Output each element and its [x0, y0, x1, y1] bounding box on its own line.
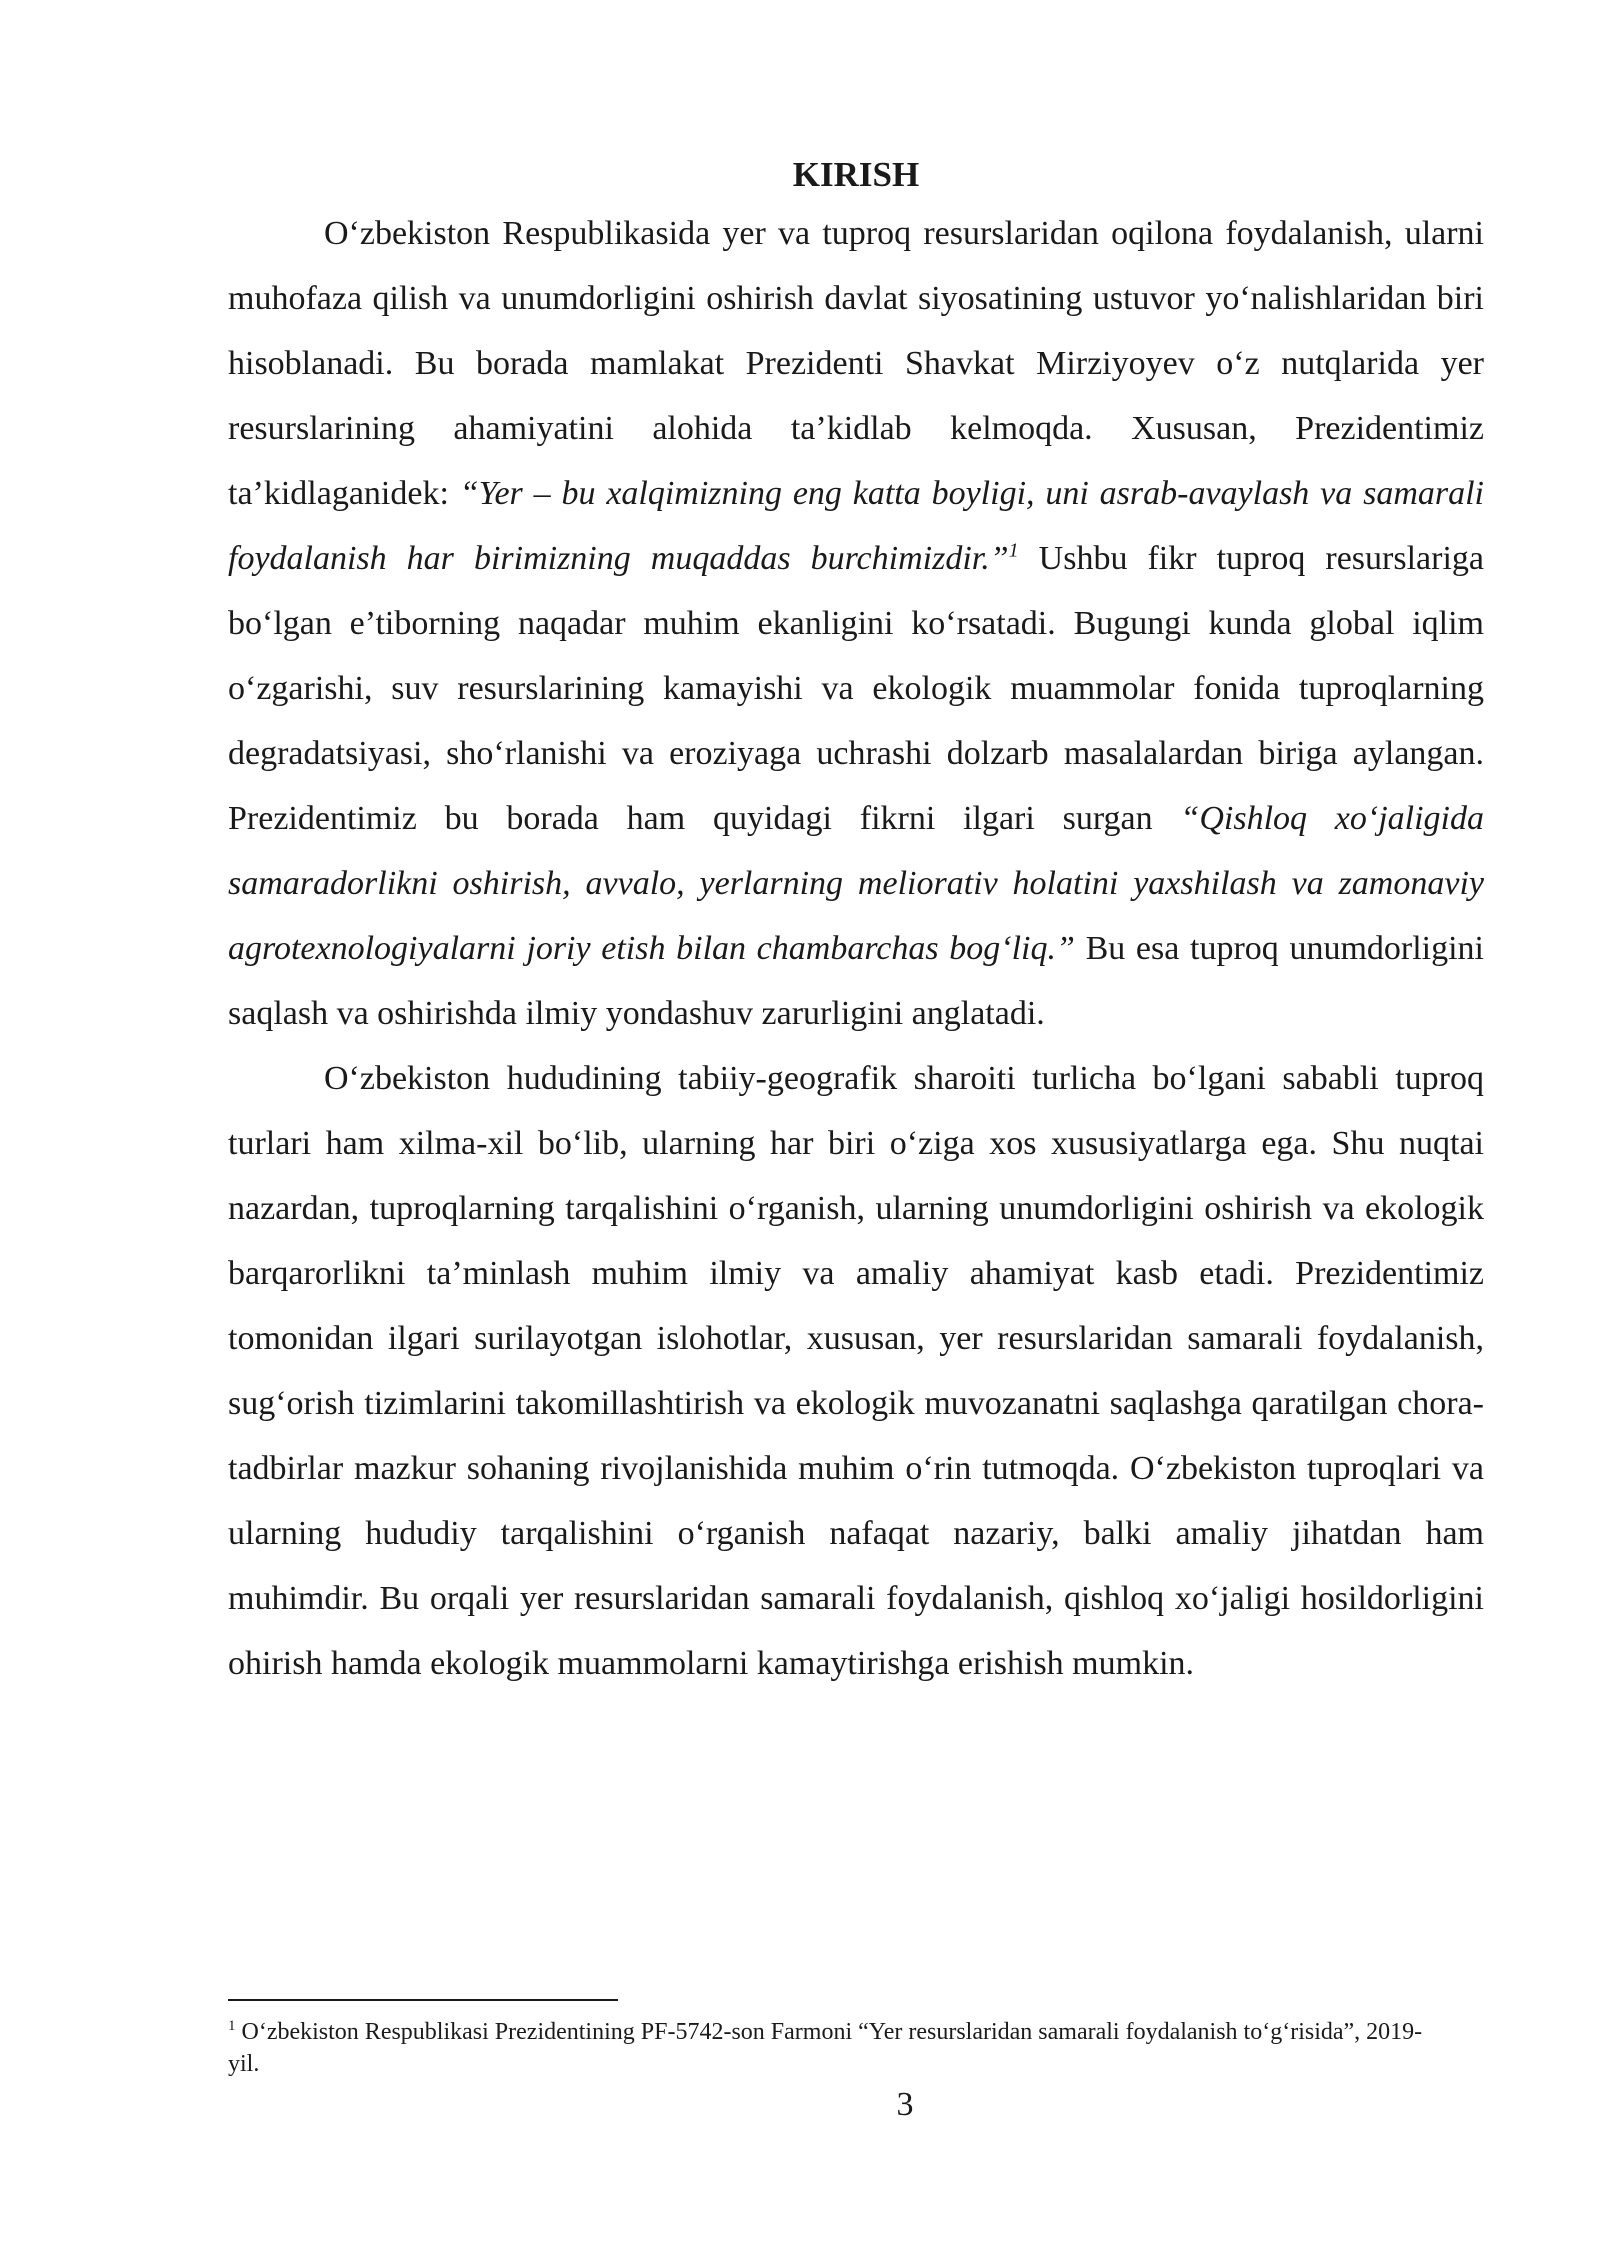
section-heading: KIRISH: [792, 155, 920, 194]
footnote-marker: 1: [228, 2018, 236, 2034]
paragraph-1-text-c: Bu esa tuproq unumdorligini saqlash va oshirishda ilmiy yondashuv zarurligini anglatadi.: [228, 930, 1484, 1032]
paragraph-1-text-a: O‘zbekiston Respublikasida yer va tuproq resurslaridan oqilona foydalanish, ularni muhofaza qilish va unumdorligini oshirish davlat siyosatining ustuvor yo‘nalishlaridan biri hisoblanadi. Bu borada mamlakat Prezidenti Shavkat Mirziyoyev o‘z nutqlarida yer resurslarining ahamiyatini alohida ta’kidlab kelmoqda. Xususan, Prezidentimiz ta’kidlaganidek:: [228, 215, 1484, 512]
footnote-reference: 1: [1008, 539, 1019, 562]
president-quote-2: “Qishloq xo‘jaligida samaradorlikni oshirish, avvalo, yerlarning meliorativ holatini yaxshilash va zamonaviy agrotexnologiyalarni joriy etish bilan chambarchas bog‘liq.”: [228, 800, 1484, 967]
footnote: [228, 2016, 1428, 2080]
page-number: 3: [896, 2086, 914, 2123]
footnote-separator: [228, 1999, 618, 2001]
paragraph-1-text-b: Ushbu fikr tuproq resurslariga bo‘lgan e’tiborning naqadar muhim ekanligini ko‘rsatadi. Bugungi kunda global iqlim o‘zgarishi, suv resurslarining kamayishi va ekologik muammolar fonida tuproqlarning degradatsiyasi, sho‘rlanishi va eroziyaga uchrashi dolzarb masalalardan biriga aylangan. Prezidentimiz bu borada ham quyidagi fikrni ilgari surgan: [228, 540, 1484, 837]
paragraph-2: O‘zbekiston hududining tabiiy-geografik sharoiti turlicha bo‘lgani sababli tuproq turlari ham xilma-xil bo‘lib, ularning har biri o‘ziga xos xususiyatlarga ega. Shu nuqtai nazardan, tuproqlarning tarqalishini o‘rganish, ularning unumdorligini oshirish va ekologik barqarorlikni ta’minlash muhim ilmiy va amaliy ahamiyat kasb etadi. Prezidentimiz tomonidan ilgari surilayotgan islohotlar, xususan, yer resurslaridan samarali foydalanish, sug‘orish tizimlarini takomillashtirish va ekologik muvozanatni saqlashga qaratilgan chora-tadbirlar mazkur sohaning rivojlanishida muhim o‘rin tutmoqda. O‘zbekiston tuproqlari va ularning hududiy tarqalishini o‘rganish nafaqat nazariy, balki amaliy jihatdan ham muhimdir. Bu orqali yer resurslaridan samarali foydalanish, qishloq xo‘jaligi hosildorligini ohirish hamda ekologik muammolarni kamaytirishga erishish mumkin.: [228, 1060, 1484, 1682]
footnote-text: O‘zbekiston Respublikasi Prezidentining PF-5742-son Farmoni “Yer resurslaridan samarali foydalanish to‘g‘risida”, 2019-yil.: [228, 2019, 1423, 2077]
paragraph-1: [228, 201, 1484, 1046]
president-quote-1: “Yer – bu xalqimizning eng katta boyligi, uni asrab-avaylash va samarali foydalanish har birimizning muqaddas burchimizdir.”: [228, 475, 1484, 577]
body-text: [228, 201, 1484, 1696]
